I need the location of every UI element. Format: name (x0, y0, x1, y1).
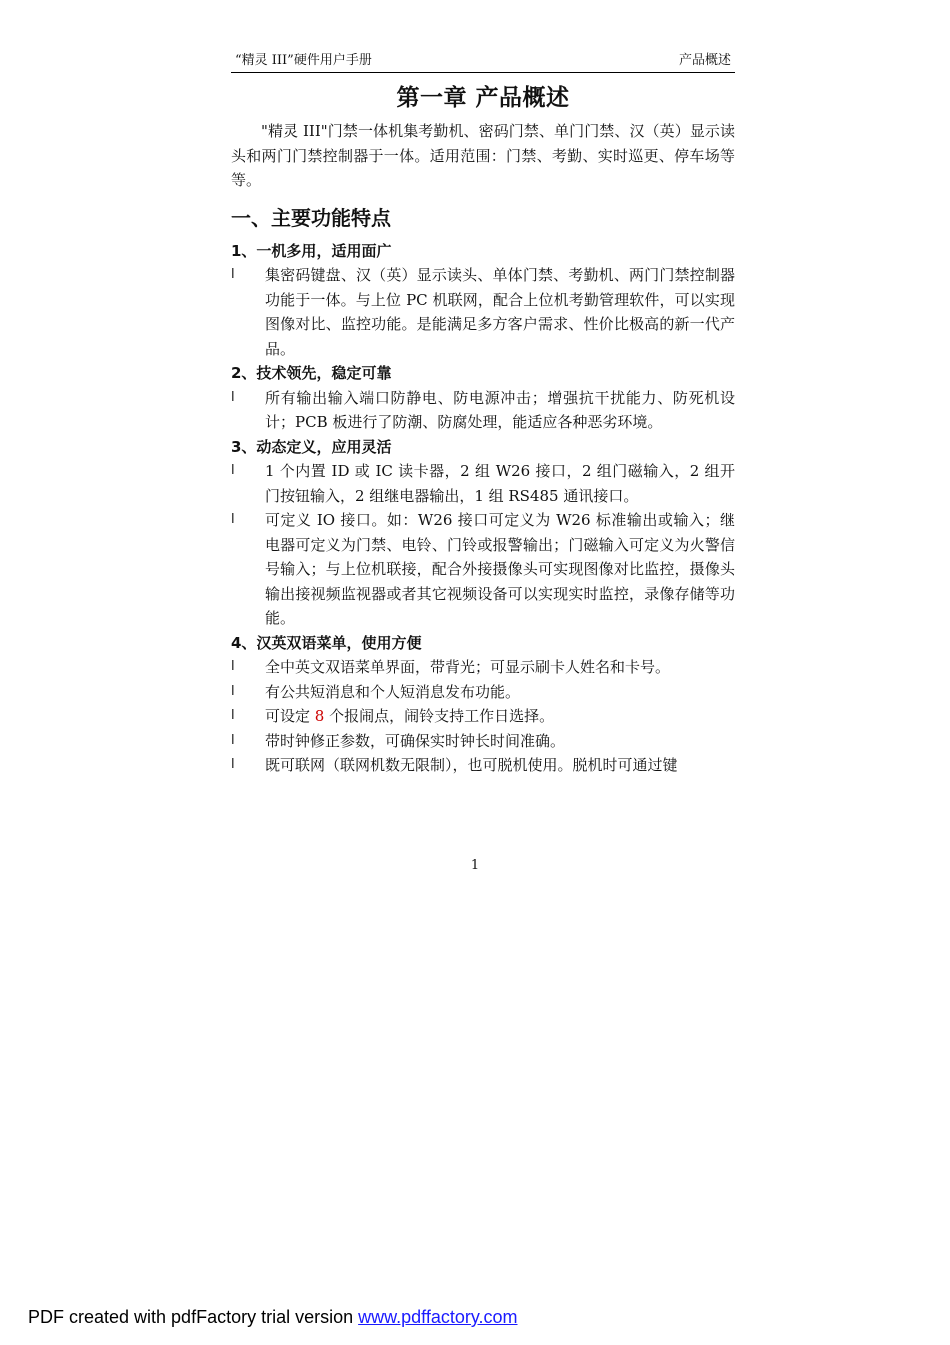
page-number: 1 (470, 858, 480, 873)
alarm-text-after: 个报闹点，闹铃支持工作日选择。 (324, 707, 555, 725)
bullet-marker: l (231, 683, 235, 699)
list-item (231, 459, 735, 508)
list-item (231, 508, 735, 631)
feature-heading: 2、技术领先，稳定可靠 (231, 364, 392, 382)
header-manual-title: “精灵 III”硬件用户手册 (235, 53, 372, 68)
list-item (231, 655, 735, 680)
list-item-text: 1 个内置 ID 或 IC 读卡器，2 组 W26 接口，2 组门磁输入，2 组开门按钮输入，2 组继电器输出，1 组 RS485 通讯接口。 (265, 462, 735, 505)
bullet-marker: l (231, 512, 235, 527)
intro-paragraph: "精灵 III"门禁一体机集考勤机、密码门禁、单门门禁、汉（英）显示读头和两门门禁控制器于一体。适用范围：门禁、考勤、实时巡更、停车场等等。 (231, 122, 735, 189)
bullet-marker: l (231, 732, 235, 748)
section-heading: 一、主要功能特点 (231, 205, 391, 230)
list-item-text: 既可联网（联网机数无限制），也可脱机使用。脱机时可通过键 (265, 756, 678, 774)
bullet-marker: l (231, 708, 235, 723)
list-item-text: 集密码键盘、汉（英）显示读头、单体门禁、考勤机、两门门禁控制器功能于一体。与上位 PC 机联网，配合上位机考勤管理软件，可以实现图像对比、监控功能。是能满足多方客户需求、性价比极高的新一代产品。 (265, 266, 735, 358)
feature-heading: 3、动态定义，应用灵活 (231, 437, 392, 456)
list-item-text (265, 704, 735, 729)
running-header (231, 52, 735, 73)
document-page (231, 52, 735, 778)
bullet-marker: l (231, 757, 235, 772)
list-item (231, 263, 735, 361)
list-item-text: 带时钟修正参数，可确保实时钟长时间准确。 (265, 731, 566, 750)
alarm-text-before: 可设定 (265, 707, 315, 725)
list-item-text: 有公共短消息和个人短消息发布功能。 (265, 682, 521, 701)
list-item (231, 386, 735, 435)
pdf-footer-banner (28, 1307, 518, 1328)
pdffactory-link[interactable]: www.pdffactory.com (358, 1307, 518, 1327)
list-item-text: 所有输出输入端口防静电、防电源冲击；增强抗干扰能力、防死机设计；PCB 板进行了防潮、防腐处理，能适应各种恶劣环境。 (265, 388, 735, 431)
bullet-marker: l (231, 389, 235, 405)
feature-heading: 1、一机多用，适用面广 (231, 241, 392, 260)
bullet-marker: l (231, 267, 235, 282)
list-item (231, 729, 735, 754)
bullet-marker: l (231, 659, 235, 674)
bullet-marker: l (231, 463, 235, 478)
footer-text: PDF created with pdfFactory trial version (28, 1307, 359, 1327)
list-item-text: 全中英文双语菜单界面，带背光；可显示刷卡人姓名和卡号。 (265, 658, 671, 676)
header-chapter-name: 产品概述 (678, 53, 731, 68)
chapter-title: 第一章 产品概述 (396, 85, 570, 111)
feature-heading: 4、汉英双语菜单，使用方便 (231, 633, 422, 652)
list-item (231, 704, 735, 729)
list-item (231, 680, 735, 705)
list-item (231, 753, 735, 778)
alarm-count: 8 (314, 707, 325, 725)
list-item-text: 可定义 IO 接口。如：W26 接口可定义为 W26 标准输出或输入；继电器可定义为门禁、电铃、门铃或报警输出；门磁输入可定义为火警信号输入；与上位机联接，配合外接摄像头可实现图像对比监控，摄像头输出接视频监视器或者其它视频设备可以实现实时监控，录像存储等功能。 (265, 511, 735, 627)
